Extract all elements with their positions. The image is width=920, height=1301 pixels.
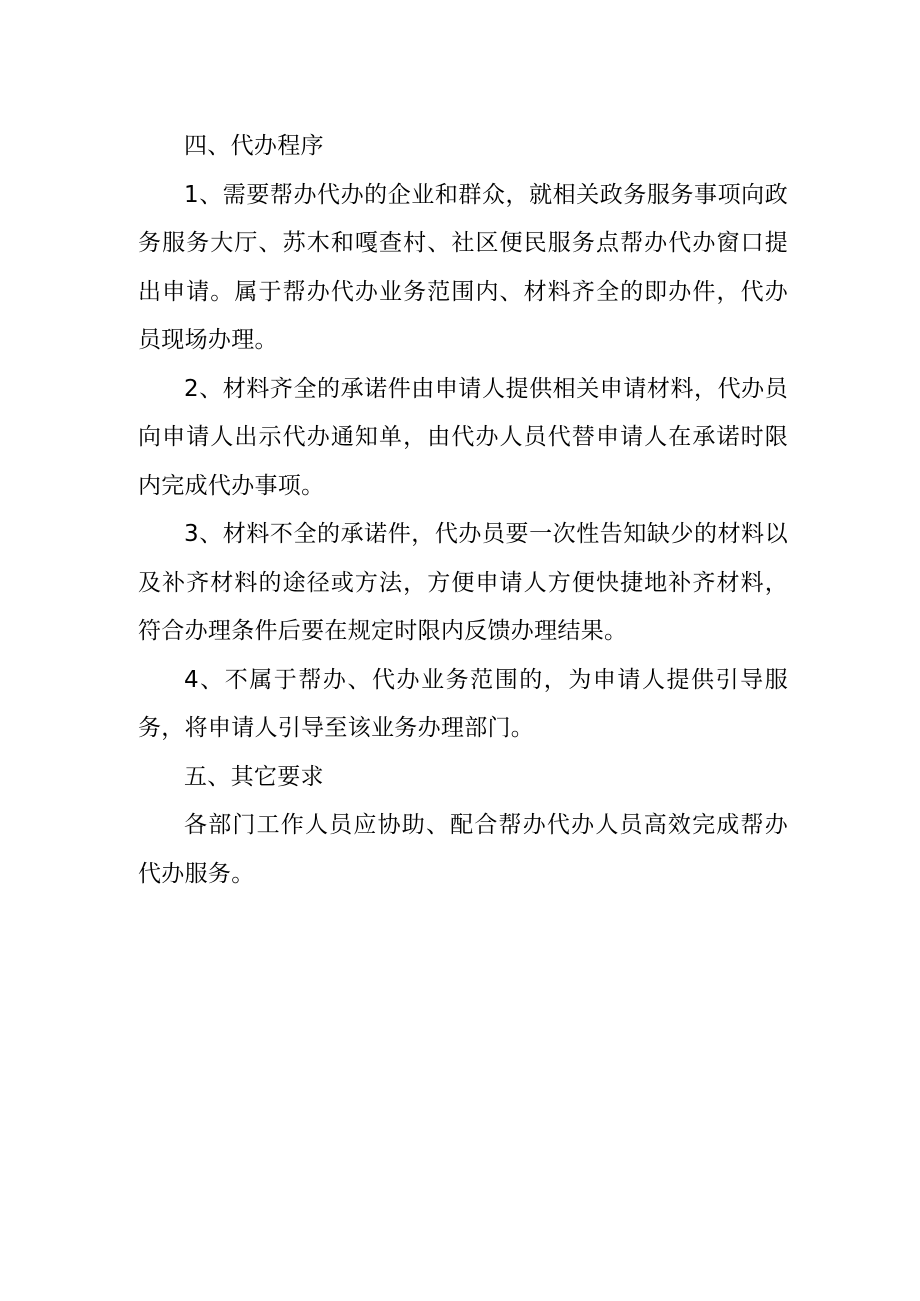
section-heading-other-requirements: 五、其它要求 — [184, 763, 324, 790]
section-heading-procedure: 四、代办程序 — [184, 133, 324, 159]
paragraph-3: 3、材料不全的承诺件，代办员要一次性告知缺少的材料以及补齐材料的途径或方法，方便申请人方便快捷地补齐材料，符合办理条件后要在规定时限内反馈办理结果。 — [138, 521, 788, 644]
document-body — [138, 122, 788, 898]
paragraph-4: 4、不属于帮办、代办业务范围的，为申请人提供引导服务，将申请人引导至该业务办理部门。 — [138, 666, 788, 741]
paragraph-5: 各部门工作人员应协助、配合帮办代办人员高效完成帮办代办服务。 — [138, 812, 788, 887]
paragraph-1: 1、需要帮办代办的企业和群众，就相关政务服务事项向政务服务大厅、苏木和嘎查村、社区便民服务点帮办代办窗口提出申请。属于帮办代办业务范围内、材料齐全的即办件，代办员现场办理。 — [138, 181, 788, 353]
paragraph-2: 2、材料齐全的承诺件由申请人提供相关申请材料，代办员向申请人出示代办通知单，由代办人员代替申请人在承诺时限内完成代办事项。 — [138, 375, 788, 499]
